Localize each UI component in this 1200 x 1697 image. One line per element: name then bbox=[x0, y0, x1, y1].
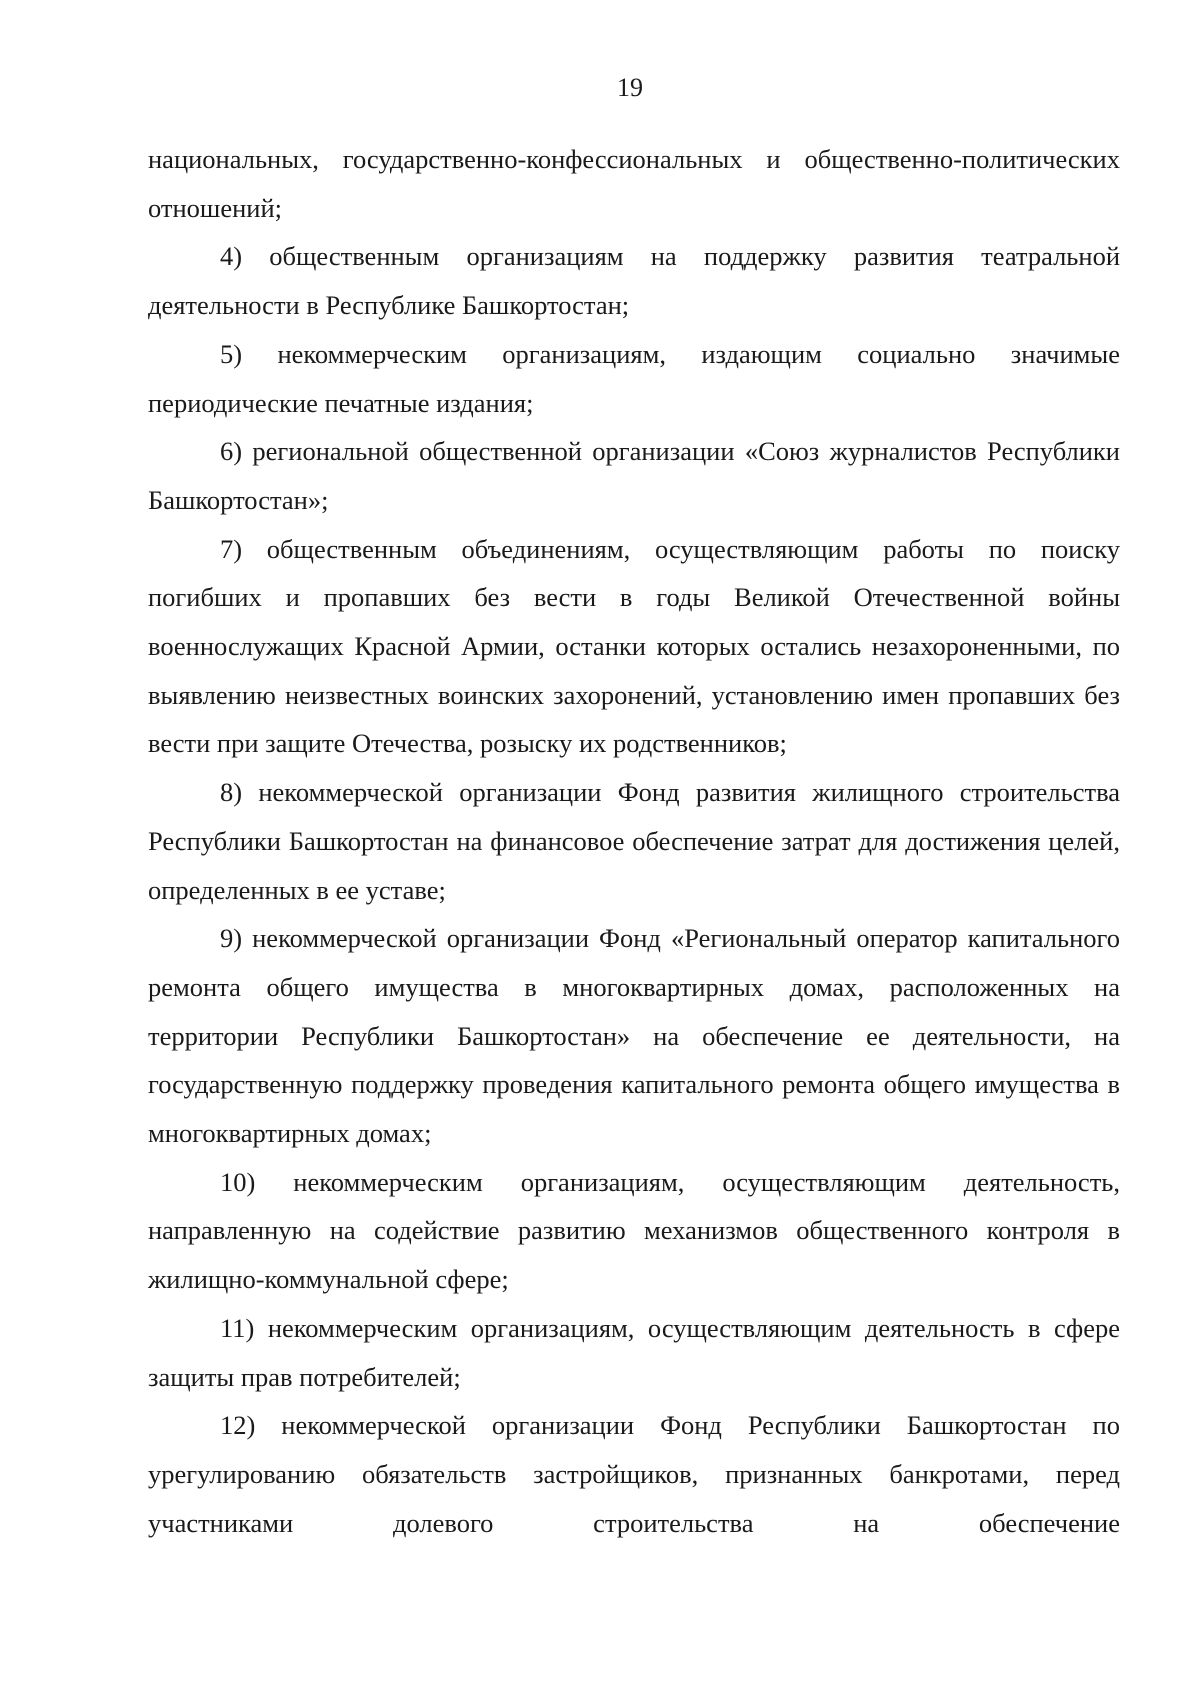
list-item-7: 7) общественным объединениям, осуществляющим работы по поиску погибших и пропавших без вести в годы Великой Отечественной войны военнослужащих Красной Армии, останки которых остались незахороненными, по выявлению неизвестных воинских захоронений, установлению имен пропавших без вести при защите Отечества, розыску их родственников; bbox=[148, 533, 1120, 759]
document-body bbox=[148, 135, 1120, 1547]
list-item-6: 6) региональной общественной организации «Союз журналистов Республики Башкортостан»; bbox=[148, 436, 1120, 515]
list-item-8: 8) некоммерческой организации Фонд развития жилищного строительства Республики Башкортостан на финансовое обеспечение затрат для достижения целей, определенных в ее уставе; bbox=[148, 777, 1120, 905]
list-item-10: 10) некоммерческим организациям, осуществляющим деятельность, направленную на содействие развитию механизмов общественного контроля в жилищно-коммунальной сфере; bbox=[148, 1166, 1120, 1295]
list-item-11: 11) некоммерческим организациям, осуществляющим деятельность в сфере защиты прав потребителей; bbox=[148, 1312, 1120, 1392]
paragraph-continuation: национальных, государственно-конфессиональных и общественно-политических отношений; bbox=[148, 144, 1120, 223]
page-number: 19 bbox=[617, 73, 643, 102]
list-item-5: 5) некоммерческим организациям, издающим социально значимые периодические печатные издания; bbox=[148, 338, 1120, 418]
list-item-12: 12) некоммерческой организации Фонд Республики Башкортостан по урегулированию обязательств застройщиков, признанных банкротами, перед участниками долевого строительства на обеспечение bbox=[148, 1410, 1120, 1538]
list-item-4: 4) общественным организациям на поддержку развития театральной деятельности в Республике Башкортостан; bbox=[148, 241, 1120, 321]
list-item-9: 9) некоммерческой организации Фонд «Региональный оператор капитального ремонта общего имущества в многоквартирных домах, расположенных на территории Республики Башкортостан» на обеспечение ее деятельности, на государственную поддержку проведения капитального ремонта общего имущества в многоквартирных домах; bbox=[148, 923, 1120, 1149]
